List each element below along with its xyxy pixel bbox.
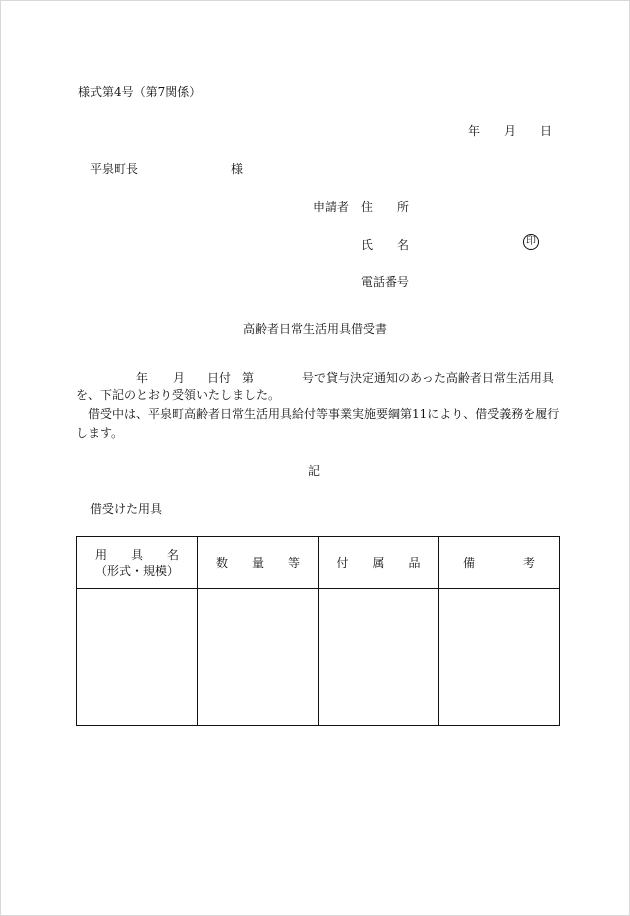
date-day-label: 日 xyxy=(540,124,553,138)
header-quantity: 数 量 等 xyxy=(198,537,319,589)
date-year-label: 年 xyxy=(468,124,481,138)
date-month-label: 月 xyxy=(504,124,517,138)
applicant-address-label: 住 所 xyxy=(361,200,410,214)
cell-quantity[interactable] xyxy=(198,589,319,726)
items-table xyxy=(76,536,560,726)
body-line2: を、下記のとおり受領いたしました。 xyxy=(76,388,281,402)
cell-item-name[interactable] xyxy=(77,589,198,726)
addressee-honorific: 様 xyxy=(231,162,244,176)
ki-heading: 記 xyxy=(308,464,321,478)
body-date-suffix: 日付 xyxy=(207,371,232,385)
body-line3: 借受中は、平泉町高齢者日常生活用具給付等事業実施要綱第11により、借受義務を履行 xyxy=(76,407,560,421)
items-subheading: 借受けた用具 xyxy=(90,502,163,516)
header-remarks: 備 考 xyxy=(439,537,560,589)
addressee-name: 平泉町長 xyxy=(90,162,139,176)
seal-mark: 印 xyxy=(523,234,539,250)
body-month: 月 xyxy=(173,371,186,385)
document-title: 高齢者日常生活用具借受書 xyxy=(243,322,388,336)
header-item-name xyxy=(77,537,198,589)
applicant-name-label: 氏 名 xyxy=(361,238,410,252)
body-line1-text: 号で貸与決定通知のあった高齢者日常生活用具 xyxy=(302,371,554,385)
form-number: 様式第4号（第7関係） xyxy=(78,85,202,99)
applicant-label: 申請者 xyxy=(313,200,350,214)
cell-accessories[interactable] xyxy=(319,589,439,726)
body-number-prefix: 第 xyxy=(242,371,255,385)
body-year: 年 xyxy=(136,371,149,385)
header-item-name-line1: 用 具 名 xyxy=(94,547,179,562)
header-item-name-line2: （形式・規模） xyxy=(94,563,179,578)
cell-remarks[interactable] xyxy=(439,589,560,726)
table-header-row xyxy=(77,537,560,589)
header-accessories: 付 属 品 xyxy=(319,537,439,589)
table-row xyxy=(77,589,560,726)
applicant-phone-label: 電話番号 xyxy=(361,275,410,289)
body-line4: します。 xyxy=(76,426,124,440)
